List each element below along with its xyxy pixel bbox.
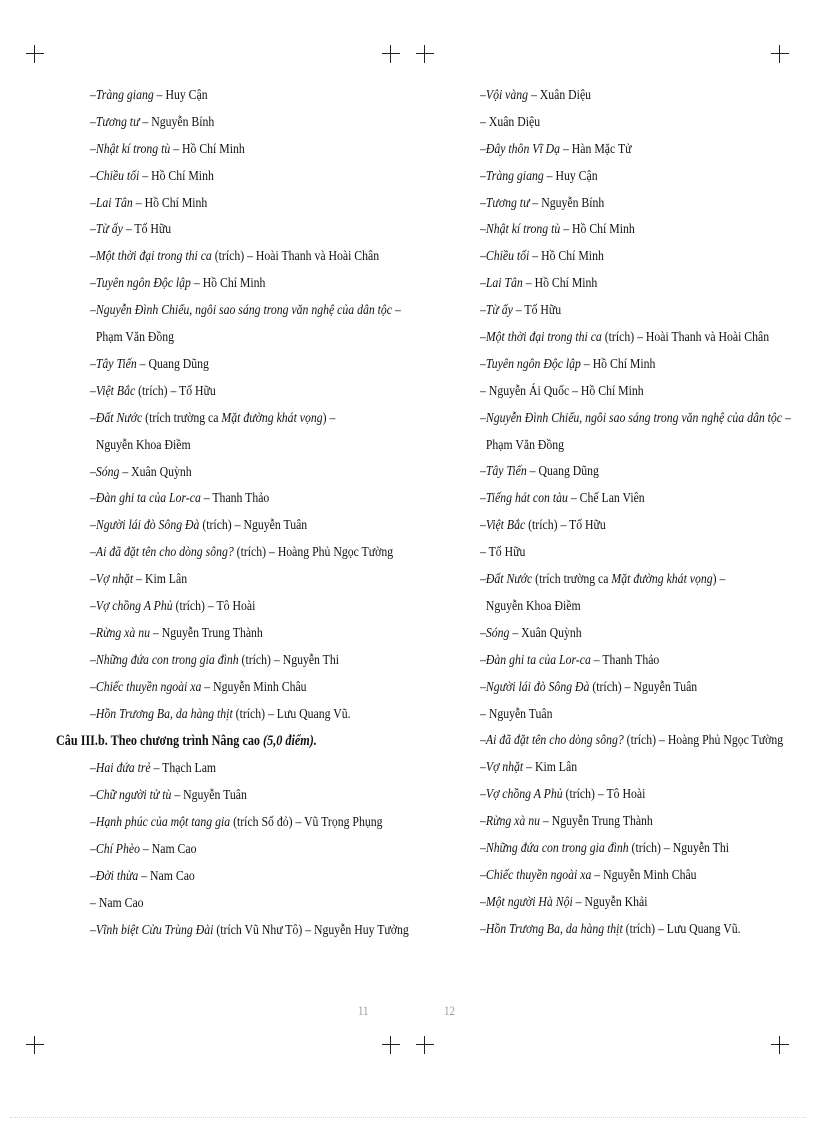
work-title: Việt Bắc xyxy=(485,518,526,534)
list-item: –Tuyên ngôn Độc lập – Hồ Chí Minh xyxy=(90,276,266,292)
author-text: (trích Vũ Như Tô) – Nguyễn Huy Tưởng xyxy=(213,922,409,938)
list-item: –Tây Tiến – Quang Dũng xyxy=(90,356,209,372)
list-item: –Một thời đại trong thi ca (trích) – Hoài Thanh và Hoài Chân xyxy=(480,330,770,346)
author-text: Nguyễn Khoa Điềm xyxy=(485,598,581,614)
work-title: Tiếng hát con tàu xyxy=(485,491,568,507)
list-item: –Tương tư – Nguyễn Bính xyxy=(480,195,605,211)
list-item: –Lai Tân – Hồ Chí Minh xyxy=(90,195,208,211)
work-title: Vợ nhặt xyxy=(485,760,524,776)
work-title: Vội vàng xyxy=(485,88,529,103)
list-item: –Đàn ghi ta của Lor-ca – Thanh Thảo xyxy=(90,491,270,507)
list-item: –Rừng xà nu – Nguyễn Trung Thành xyxy=(90,625,263,641)
author-text: (trích) – Lưu Quang Vũ. xyxy=(232,706,351,722)
work-title: Nhật kí trong tù xyxy=(485,222,561,238)
crop-mark xyxy=(26,1036,44,1054)
work-title: Chiếc thuyền ngoài xa xyxy=(95,679,202,695)
author-text: (trích) – Tô Hoài xyxy=(172,598,256,614)
work-title: Ai đã đặt tên cho dòng sông? xyxy=(485,733,624,749)
work-title: Vợ chồng A Phủ xyxy=(485,787,563,803)
work-title: Những đứa con trong gia đình xyxy=(95,652,239,668)
list-item: –Đàn ghi ta của Lor-ca – Thanh Thảo xyxy=(480,652,660,668)
work-title: Mặt đường khát vọng xyxy=(611,572,713,588)
crop-mark xyxy=(771,45,789,63)
author-text: (trích) – Tố Hữu xyxy=(135,383,216,399)
author-text: – Nguyễn Ái Quốc – Hồ Chí Minh xyxy=(480,383,644,399)
list-item: –Sóng – Xuân Quỳnh xyxy=(90,464,192,480)
work-title: Lai Tân xyxy=(485,276,523,292)
list-item: –Đây thôn Vĩ Dạ – Hàn Mặc Tử xyxy=(480,141,632,157)
author-text: – Nguyễn Minh Châu xyxy=(591,867,697,883)
author-text: – Nguyễn Minh Châu xyxy=(201,679,307,695)
work-title: Hồn Trương Ba, da hàng thịt xyxy=(485,921,623,937)
list-item: –Chí Phèo – Nam Cao xyxy=(90,842,197,858)
list-item: –Sóng – Xuân Quỳnh xyxy=(480,625,582,641)
list-item: –Người lái đò Sông Đà (trích) – Nguyễn Tuân xyxy=(90,518,308,534)
section-heading xyxy=(56,728,337,756)
author-text: – Hồ Chí Minh xyxy=(170,141,245,157)
author-text: – Nguyễn Bính xyxy=(139,114,215,130)
list-item: –Từ ấy – Tố Hữu xyxy=(480,303,562,319)
list-item: –Vợ chồng A Phủ (trích) – Tô Hoài xyxy=(480,787,646,803)
author-text: – Nam Cao xyxy=(139,842,197,858)
author-text: (trích) – Lưu Quang Vũ. xyxy=(622,921,741,937)
author-text: – Kim Lân xyxy=(523,760,578,776)
list-item: –Ai đã đặt tên cho dòng sông? (trích) – Hoàng Phủ Ngọc Tường xyxy=(90,545,394,561)
note-text: (trích trường ca xyxy=(532,572,612,588)
list-item: –Tiếng hát con tàu – Chế Lan Viên xyxy=(480,491,645,507)
list-item: –Tuyên ngôn Độc lập – Hồ Chí Minh xyxy=(480,356,656,372)
work-title: Sóng xyxy=(95,464,120,480)
work-title: Một thời đại trong thi ca xyxy=(485,330,602,346)
work-title: Vĩnh biệt Cửu Trùng Đài xyxy=(95,922,214,938)
author-text: – Huy Cận xyxy=(153,88,208,103)
list-item: –Nguyễn Đình Chiểu, ngôi sao sáng trong văn nghệ của dân tộc – Phạm Văn Đồng xyxy=(480,406,732,460)
list-item: –Vợ nhặt – Kim Lân xyxy=(90,572,188,588)
author-text: – Tố Hữu xyxy=(480,545,526,561)
list-item: –Tương tư – Nguyễn Bính xyxy=(90,114,215,130)
list-item: –Một người Hà Nội – Nguyễn Khải xyxy=(480,894,648,910)
author-text: – Hồ Chí Minh xyxy=(522,276,598,292)
work-title: Từ ấy xyxy=(95,222,123,238)
work-title: Hai đứa trẻ xyxy=(95,761,151,777)
work-title: Đất Nước xyxy=(485,572,533,588)
list-item: –Lai Tân – Hồ Chí Minh xyxy=(480,276,598,292)
author-text: – Tố Hữu xyxy=(122,222,172,238)
list-item: –Chiều tối – Hồ Chí Minh xyxy=(90,168,214,184)
list-item: –Người lái đò Sông Đà (trích) – Nguyễn Tuân xyxy=(480,679,698,695)
work-title: Chiều tối xyxy=(485,249,530,265)
right-column xyxy=(480,83,791,944)
work-title: Nguyễn Đình Chiểu, ngôi sao sáng trong văn nghệ của dân tộc xyxy=(95,303,393,319)
author-text: – Thanh Thảo xyxy=(590,652,660,668)
list-item: –Những đứa con trong gia đình (trích) – Nguyễn Thi xyxy=(480,840,729,856)
author-text: (trích) – Hoài Thanh và Hoài Chân xyxy=(211,249,380,265)
list-item: –Ai đã đặt tên cho dòng sông? (trích) – Hoàng Phủ Ngọc Tường xyxy=(480,733,784,749)
author-text: (trích) – Nguyễn Tuân xyxy=(199,518,308,534)
list-item: –Nhật kí trong tù – Hồ Chí Minh xyxy=(480,222,635,238)
work-title: Chiều tối xyxy=(95,168,140,184)
work-title: Từ ấy xyxy=(485,303,513,319)
work-title: Người lái đò Sông Đà xyxy=(485,679,590,695)
work-title: Rừng xà nu xyxy=(95,625,150,641)
author-text: – Quang Dũng xyxy=(136,356,209,372)
work-title: Tuyên ngôn Độc lập xyxy=(485,356,581,372)
author-text: Phạm Văn Đồng xyxy=(485,437,565,453)
list-item: –Hồn Trương Ba, da hàng thịt (trích) – Lưu Quang Vũ. xyxy=(90,706,351,722)
work-title: Hạnh phúc của một tang gia xyxy=(95,815,231,831)
work-title: Tràng giang xyxy=(485,168,544,184)
author-text: (trích) – Hoàng Phủ Ngọc Tường xyxy=(623,733,784,749)
list-item: –Vợ nhặt – Kim Lân xyxy=(480,760,578,776)
list-item: –Đời thừa – Nam Cao xyxy=(90,868,195,884)
crop-mark xyxy=(382,45,400,63)
author-text: (trích) – Tô Hoài xyxy=(562,787,646,803)
list-item: –Từ ấy – Tố Hữu xyxy=(90,222,172,238)
list-item: –Nhật kí trong tù – Hồ Chí Minh xyxy=(90,141,245,157)
author-text: – Nam Cao xyxy=(138,868,195,884)
author-text: – Hàn Mặc Tử xyxy=(560,141,632,157)
author-text: – Hồ Chí Minh xyxy=(560,222,635,238)
author-text: – Nguyễn Bính xyxy=(529,195,605,211)
list-item: –Đất Nước (trích trường ca Mặt đường khát vọng) – Nguyễn Khoa Điềm xyxy=(90,406,342,460)
work-title: Vợ nhặt xyxy=(95,572,134,588)
author-text: – Hồ Chí Minh xyxy=(132,195,208,211)
crop-mark xyxy=(382,1036,400,1054)
author-text: – Hồ Chí Minh xyxy=(580,356,656,372)
work-title: Đất Nước xyxy=(95,410,143,426)
author-text: – Chế Lan Viên xyxy=(567,491,645,507)
author-text: – Nam Cao xyxy=(90,895,144,911)
work-title: Vợ chồng A Phủ xyxy=(95,598,173,614)
crop-mark xyxy=(416,45,434,63)
author-text: – Tố Hữu xyxy=(512,303,562,319)
list-item xyxy=(480,540,732,567)
list-item xyxy=(90,891,342,918)
work-title: Mặt đường khát vọng xyxy=(221,410,323,426)
author-text: – xyxy=(392,303,401,319)
author-text: – Nguyễn Tuân xyxy=(480,706,553,722)
author-text: – Thanh Thảo xyxy=(200,491,270,507)
author-text: (trích Số đỏ) – Vũ Trọng Phụng xyxy=(230,815,383,831)
work-title: Một thời đại trong thi ca xyxy=(95,249,212,265)
crop-mark xyxy=(416,1036,434,1054)
author-text: – Xuân Diệu xyxy=(480,114,541,130)
work-title: Lai Tân xyxy=(95,195,133,211)
heading-points: (5,0 điểm). xyxy=(263,733,317,750)
author-text: Phạm Văn Đồng xyxy=(95,330,175,346)
work-title: Ai đã đặt tên cho dòng sông? xyxy=(95,545,234,561)
list-item: –Một thời đại trong thi ca (trích) – Hoài Thanh và Hoài Chân xyxy=(90,249,380,265)
list-item: –Chiếc thuyền ngoài xa – Nguyễn Minh Châu xyxy=(90,679,307,695)
author-text: – Hồ Chí Minh xyxy=(190,276,266,292)
work-title: Chiếc thuyền ngoài xa xyxy=(485,867,592,883)
work-title: Những đứa con trong gia đình xyxy=(485,840,629,856)
work-title: Hồn Trương Ba, da hàng thịt xyxy=(95,706,233,722)
list-item: –Vội vàng – Xuân Diệu xyxy=(480,88,592,103)
author-text: – Nguyễn Trung Thành xyxy=(539,814,653,830)
author-text: (trích) – Hoàng Phủ Ngọc Tường xyxy=(233,545,394,561)
author-text: – Xuân Quỳnh xyxy=(119,464,192,480)
list-item: –Chiều tối – Hồ Chí Minh xyxy=(480,249,604,265)
author-text: (trích) – Tố Hữu xyxy=(525,518,606,534)
crop-mark xyxy=(26,45,44,63)
author-text: – Xuân Quỳnh xyxy=(509,625,582,641)
left-column xyxy=(56,83,409,945)
list-item: –Hai đứa trẻ – Thạch Lam xyxy=(90,761,217,777)
author-text: (trích) – Nguyễn Tuân xyxy=(589,679,698,695)
bottom-dotted-rule xyxy=(10,1117,806,1118)
author-text: ) – xyxy=(712,572,726,588)
work-title: Tây Tiến xyxy=(485,464,527,480)
author-text: – Kim Lân xyxy=(133,572,188,588)
author-text: – Hồ Chí Minh xyxy=(529,249,604,265)
work-title: Đây thôn Vĩ Dạ xyxy=(485,141,561,157)
author-text: – Quang Dũng xyxy=(526,464,599,480)
list-item: –Rừng xà nu – Nguyễn Trung Thành xyxy=(480,814,653,830)
author-text: – Xuân Diệu xyxy=(528,88,592,103)
author-text: – Hồ Chí Minh xyxy=(139,168,214,184)
work-title: Tuyên ngôn Độc lập xyxy=(95,276,191,292)
list-item xyxy=(480,379,732,406)
work-title: Tương tư xyxy=(95,114,140,130)
work-title: Chữ người tử tù xyxy=(95,788,172,804)
list-item: –Vợ chồng A Phủ (trích) – Tô Hoài xyxy=(90,598,256,614)
author-text: – Huy Cận xyxy=(543,168,598,184)
work-title: Việt Bắc xyxy=(95,383,136,399)
work-title: Một người Hà Nội xyxy=(485,894,573,910)
work-title: Đàn ghi ta của Lor-ca xyxy=(95,491,201,507)
author-text: – Nguyễn Tuân xyxy=(171,788,247,804)
list-item: –Việt Bắc (trích) – Tố Hữu xyxy=(90,383,216,399)
heading-text: Câu III.b. Theo chương trình Nâng cao xyxy=(56,733,264,750)
list-item xyxy=(480,110,732,137)
work-title: Nhật kí trong tù xyxy=(95,141,171,157)
author-text: (trích) – Hoài Thanh và Hoài Chân xyxy=(601,330,770,346)
author-text: ) – xyxy=(322,410,336,426)
work-title: Sóng xyxy=(485,625,510,641)
work-title: Nguyễn Đình Chiểu, ngôi sao sáng trong văn nghệ của dân tộc xyxy=(485,410,783,426)
work-title: Rừng xà nu xyxy=(485,814,540,830)
author-text: Nguyễn Khoa Điềm xyxy=(95,437,191,453)
work-title: Tràng giang xyxy=(95,88,154,103)
author-text: – Nguyễn Trung Thành xyxy=(149,625,263,641)
list-item: –Chữ người tử tù – Nguyễn Tuân xyxy=(90,788,247,804)
list-item: –Việt Bắc (trích) – Tố Hữu xyxy=(480,518,606,534)
author-text: – Thạch Lam xyxy=(150,761,217,777)
list-item: –Nguyễn Đình Chiểu, ngôi sao sáng trong văn nghệ của dân tộc – Phạm Văn Đồng xyxy=(90,298,342,352)
list-item: –Đất Nước (trích trường ca Mặt đường khát vọng) – Nguyễn Khoa Điềm xyxy=(480,567,732,621)
work-title: Tây Tiến xyxy=(95,356,137,372)
author-text: – Nguyễn Khải xyxy=(572,894,648,910)
list-item: –Tràng giang – Huy Cận xyxy=(480,168,598,184)
page-number-right: 12 xyxy=(444,1003,455,1018)
crop-mark xyxy=(771,1036,789,1054)
author-text: (trích) – Nguyễn Thi xyxy=(628,840,729,856)
list-item: –Hồn Trương Ba, da hàng thịt (trích) – Lưu Quang Vũ. xyxy=(480,921,741,937)
work-title: Chí Phèo xyxy=(95,842,140,858)
list-item: –Vĩnh biệt Cửu Trùng Đài (trích Vũ Như Tô) – Nguyễn Huy Tưởng xyxy=(90,922,409,938)
list-item: –Những đứa con trong gia đình (trích) – Nguyễn Thi xyxy=(90,652,339,668)
list-item: –Hạnh phúc của một tang gia (trích Số đỏ) – Vũ Trọng Phụng xyxy=(90,815,383,831)
note-text: (trích trường ca xyxy=(142,410,222,426)
author-text: (trích) – Nguyễn Thi xyxy=(238,652,339,668)
work-title: Đàn ghi ta của Lor-ca xyxy=(485,652,591,668)
work-title: Đời thừa xyxy=(95,868,139,884)
list-item: –Chiếc thuyền ngoài xa – Nguyễn Minh Châu xyxy=(480,867,697,883)
list-item: –Tràng giang – Huy Cận xyxy=(90,88,208,103)
list-item xyxy=(480,702,732,729)
work-title: Tương tư xyxy=(485,195,530,211)
page-number-left: 11 xyxy=(358,1003,369,1018)
list-item: –Tây Tiến – Quang Dũng xyxy=(480,464,599,480)
author-text: – xyxy=(782,410,791,426)
work-title: Người lái đò Sông Đà xyxy=(95,518,200,534)
